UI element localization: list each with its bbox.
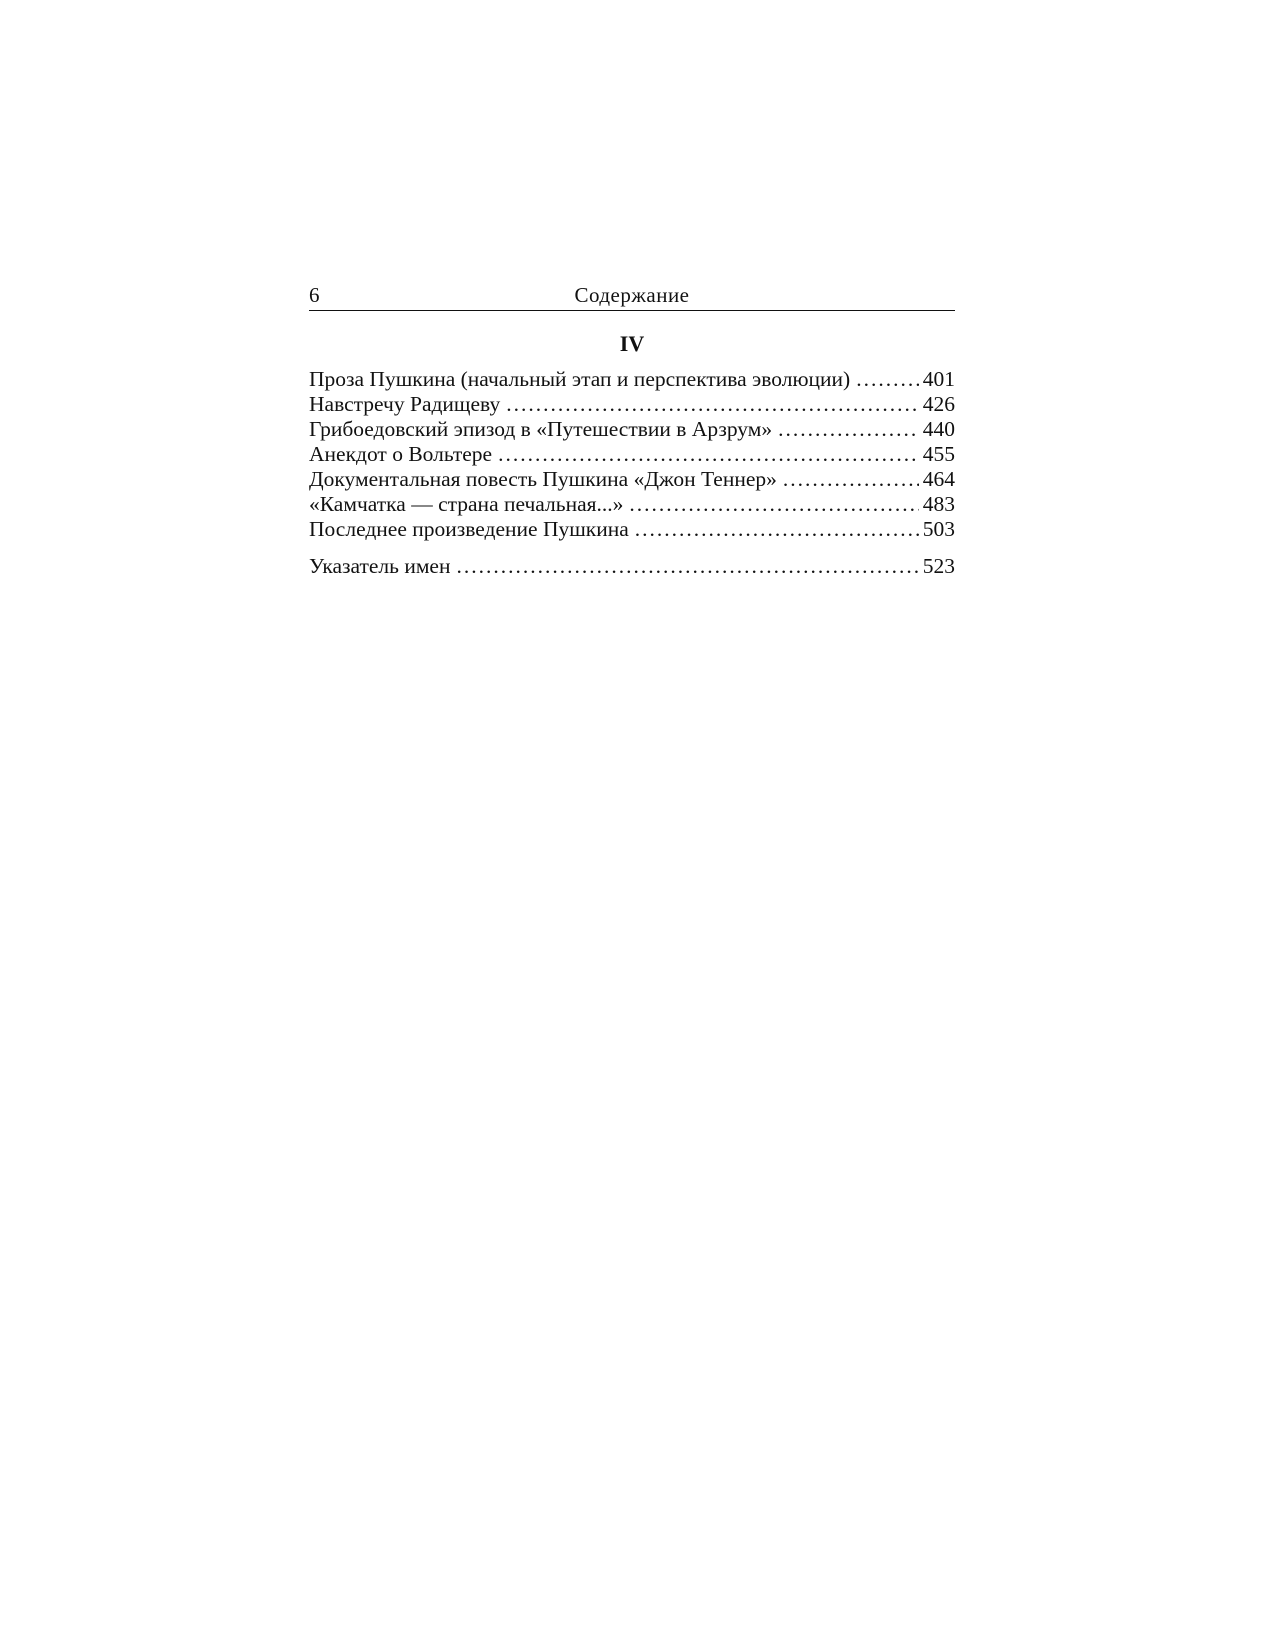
toc-entry bbox=[309, 417, 955, 442]
index-list bbox=[309, 554, 955, 579]
toc-entry-title: Документальная повесть Пушкина «Джон Теннер» bbox=[309, 467, 777, 491]
toc-entry-title: Последнее произведение Пушкина bbox=[309, 517, 629, 541]
dot-leader bbox=[783, 467, 919, 492]
index-entry-title: Указатель имен bbox=[309, 554, 451, 578]
running-head-title: Содержание bbox=[574, 283, 690, 307]
toc-entry-title: Навстречу Радищеву bbox=[309, 392, 501, 416]
toc-entry-page: 464 bbox=[922, 467, 955, 491]
toc-entry-title: Проза Пушкина (начальный этап и перспектива эволюции) bbox=[309, 367, 851, 391]
toc-entry bbox=[309, 442, 955, 467]
toc-entry bbox=[309, 367, 955, 392]
dot-leader bbox=[635, 517, 919, 542]
toc-entry-page: 503 bbox=[922, 517, 955, 541]
dot-leader bbox=[629, 492, 918, 517]
running-head bbox=[309, 280, 955, 311]
toc-entry-page: 440 bbox=[922, 417, 955, 441]
dot-leader bbox=[498, 442, 919, 467]
toc-entry bbox=[309, 492, 955, 517]
toc-entry-page: 401 bbox=[922, 367, 955, 391]
toc-spacer bbox=[309, 542, 955, 554]
toc-entry bbox=[309, 517, 955, 542]
toc-list bbox=[309, 367, 955, 542]
index-entry bbox=[309, 554, 955, 579]
dot-leader bbox=[778, 417, 919, 442]
page-number: 6 bbox=[309, 283, 320, 307]
toc-entry-page: 426 bbox=[922, 392, 955, 416]
toc-entry-title: «Камчатка — страна печальная...» bbox=[309, 492, 624, 516]
toc-entry bbox=[309, 392, 955, 417]
toc-entry-page: 483 bbox=[922, 492, 955, 516]
toc-entry-title: Грибоедовский эпизод в «Путешествии в Арзрум» bbox=[309, 417, 773, 441]
dot-leader bbox=[506, 392, 919, 417]
dot-leader bbox=[456, 554, 918, 579]
toc-entry-page: 455 bbox=[922, 442, 955, 466]
dot-leader bbox=[856, 367, 919, 392]
section-heading: IV bbox=[619, 331, 645, 356]
toc-entry-title: Анекдот о Вольтере bbox=[309, 442, 493, 466]
toc-entry bbox=[309, 467, 955, 492]
page-content bbox=[309, 280, 955, 579]
index-entry-page: 523 bbox=[922, 554, 955, 578]
